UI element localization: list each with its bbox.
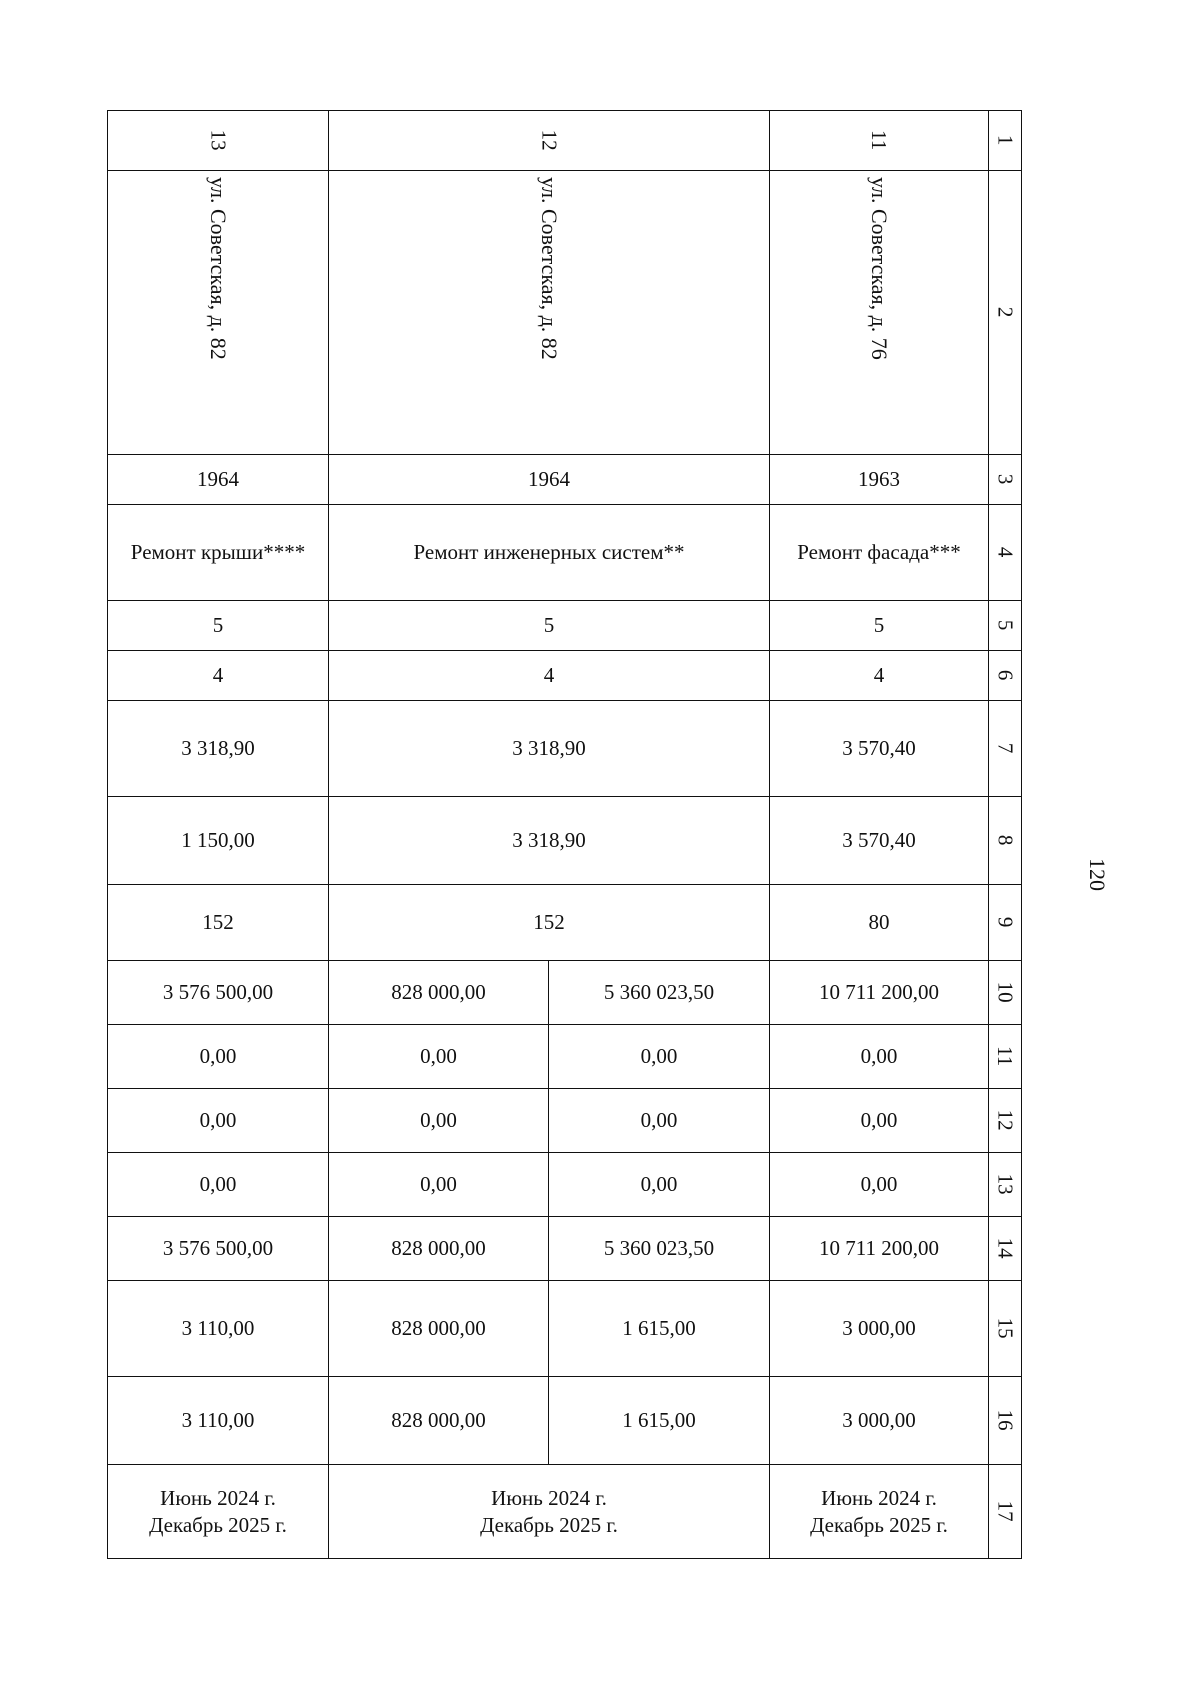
floors-cell: 5	[770, 601, 989, 651]
table-row	[108, 1153, 1022, 1217]
cost-cell: 828 000,00	[329, 961, 549, 1025]
record-index-cell: 12	[329, 111, 770, 171]
page-number: 120	[1085, 858, 1110, 891]
cost-cell: 10 711 200,00	[770, 961, 989, 1025]
residents-cell: 152	[108, 885, 329, 961]
table-row	[108, 701, 1022, 797]
value-cell: 0,00	[770, 1153, 989, 1217]
row-number: 8	[989, 797, 1022, 885]
value-cell: 1 615,00	[549, 1377, 770, 1465]
table-row	[108, 1377, 1022, 1465]
value-cell: 0,00	[549, 1089, 770, 1153]
value-cell: 828 000,00	[329, 1217, 549, 1281]
value-cell: 3 110,00	[108, 1377, 329, 1465]
floors-cell: 5	[329, 601, 770, 651]
value-cell: 0,00	[329, 1153, 549, 1217]
row-number: 13	[989, 1153, 1022, 1217]
row-number: 12	[989, 1089, 1022, 1153]
row-number: 7	[989, 701, 1022, 797]
date-end: Декабрь 2025 г.	[149, 1512, 287, 1537]
cost-cell: 3 576 500,00	[108, 961, 329, 1025]
value-cell: 3 576 500,00	[108, 1217, 329, 1281]
table-row	[108, 961, 1022, 1025]
value-cell: 3 000,00	[770, 1377, 989, 1465]
value-cell: 0,00	[329, 1025, 549, 1089]
year-cell: 1964	[329, 455, 770, 505]
area-work-cell: 1 150,00	[108, 797, 329, 885]
table-row	[108, 885, 1022, 961]
work-type-cell: Ремонт фасада***	[770, 505, 989, 601]
value-cell: 0,00	[329, 1089, 549, 1153]
row-number: 6	[989, 651, 1022, 701]
table-row	[108, 1465, 1022, 1559]
table-row	[108, 1281, 1022, 1377]
work-type-cell: Ремонт крыши****	[108, 505, 329, 601]
row-number: 16	[989, 1377, 1022, 1465]
value-cell: 0,00	[549, 1153, 770, 1217]
value-cell: 0,00	[770, 1025, 989, 1089]
area-total-cell: 3 318,90	[329, 701, 770, 797]
date-end: Декабрь 2025 г.	[810, 1512, 948, 1537]
address-cell: ул. Советская, д. 82	[329, 171, 770, 455]
row-number: 11	[989, 1025, 1022, 1089]
row-number: 14	[989, 1217, 1022, 1281]
table-row	[108, 455, 1022, 505]
dates-cell	[329, 1465, 770, 1559]
residents-cell: 152	[329, 885, 770, 961]
row-number: 10	[989, 961, 1022, 1025]
table-row	[108, 651, 1022, 701]
row-number: 3	[989, 455, 1022, 505]
area-work-cell: 3 318,90	[329, 797, 770, 885]
table-row	[108, 601, 1022, 651]
table-row	[108, 797, 1022, 885]
area-total-cell: 3 318,90	[108, 701, 329, 797]
value-cell: 828 000,00	[329, 1377, 549, 1465]
value-cell: 0,00	[549, 1025, 770, 1089]
entrances-cell: 4	[108, 651, 329, 701]
row-number: 15	[989, 1281, 1022, 1377]
date-start: Июнь 2024 г.	[160, 1486, 276, 1511]
table-row	[108, 1025, 1022, 1089]
record-index-cell: 13	[108, 111, 329, 171]
dates-cell	[770, 1465, 989, 1559]
address-cell: ул. Советская, д. 76	[770, 171, 989, 455]
row-number: 9	[989, 885, 1022, 961]
cost-cell: 5 360 023,50	[549, 961, 770, 1025]
row-number: 2	[989, 171, 1022, 455]
value-cell: 0,00	[770, 1089, 989, 1153]
entrances-cell: 4	[329, 651, 770, 701]
row-number: 4	[989, 505, 1022, 601]
work-type-cell: Ремонт инженерных систем**	[329, 505, 770, 601]
row-number: 1	[989, 111, 1022, 171]
year-cell: 1964	[108, 455, 329, 505]
record-index-cell: 11	[770, 111, 989, 171]
residents-cell: 80	[770, 885, 989, 961]
value-cell: 3 000,00	[770, 1281, 989, 1377]
entrances-cell: 4	[770, 651, 989, 701]
row-number: 5	[989, 601, 1022, 651]
value-cell: 0,00	[108, 1153, 329, 1217]
value-cell: 0,00	[108, 1089, 329, 1153]
table-row	[108, 171, 1022, 455]
value-cell: 1 615,00	[549, 1281, 770, 1377]
floors-cell: 5	[108, 601, 329, 651]
table-row	[108, 1089, 1022, 1153]
address-cell: ул. Советская, д. 82	[108, 171, 329, 455]
date-start: Июнь 2024 г.	[491, 1486, 607, 1511]
table-row	[108, 1217, 1022, 1281]
row-number: 17	[989, 1465, 1022, 1559]
date-end: Декабрь 2025 г.	[480, 1512, 618, 1537]
value-cell: 5 360 023,50	[549, 1217, 770, 1281]
value-cell: 3 110,00	[108, 1281, 329, 1377]
table-row	[108, 505, 1022, 601]
area-work-cell: 3 570,40	[770, 797, 989, 885]
area-total-cell: 3 570,40	[770, 701, 989, 797]
table-row	[108, 111, 1022, 171]
year-cell: 1963	[770, 455, 989, 505]
value-cell: 10 711 200,00	[770, 1217, 989, 1281]
value-cell: 828 000,00	[329, 1281, 549, 1377]
repair-program-table	[107, 110, 1022, 1559]
dates-cell	[108, 1465, 329, 1559]
value-cell: 0,00	[108, 1025, 329, 1089]
date-start: Июнь 2024 г.	[821, 1486, 937, 1511]
